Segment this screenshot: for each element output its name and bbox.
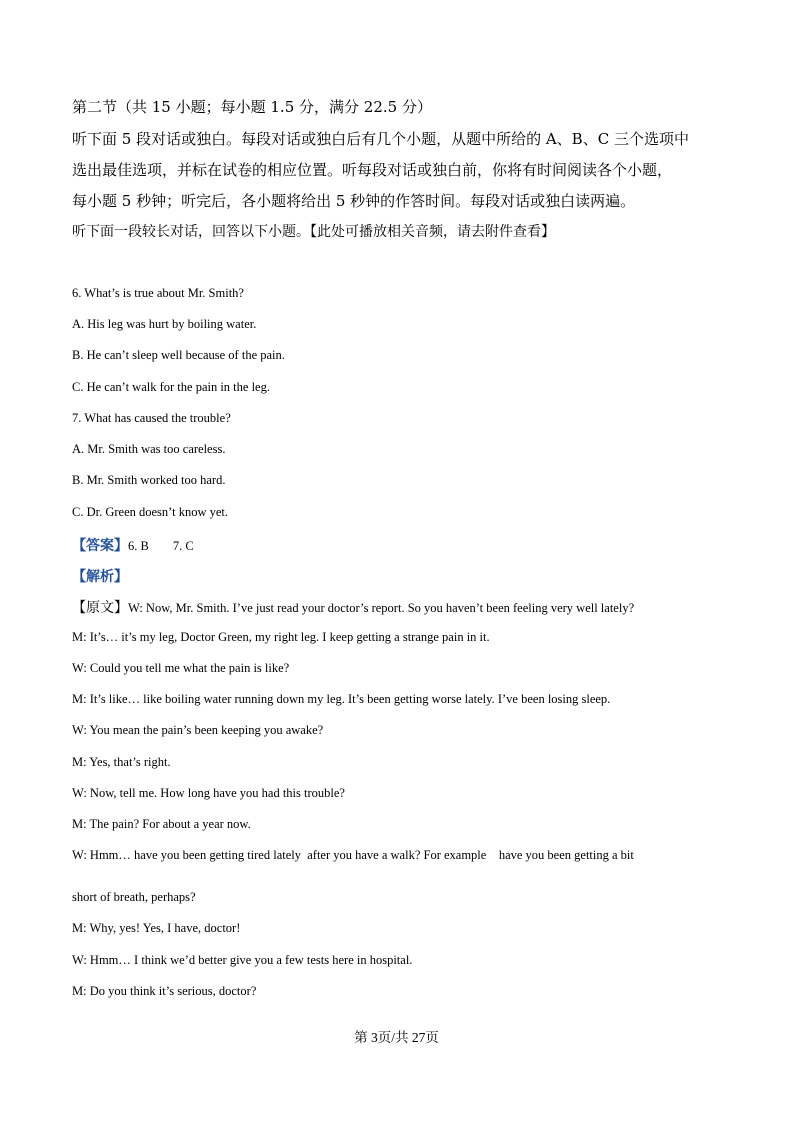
instruction-line-2: 选出最佳选项，并标在试卷的相应位置。听每段对话或独白前，你将有时间阅读各个小题，	[72, 161, 673, 179]
transcript-line: M: Do you think it’s serious, doctor?	[72, 984, 257, 998]
listening-prompt: 听下面一段较长对话，回答以下小题。【此处可播放相关音频，请去附件查看】	[72, 224, 555, 240]
answer-line	[72, 535, 194, 555]
transcript-line: M: Why, yes! Yes, I have, doctor!	[72, 921, 241, 935]
transcript-label: 【原文】	[72, 600, 128, 616]
transcript-line: W: Hmm… have you been getting tired lately after you have a walk? For example have you been getting a bit	[72, 848, 634, 862]
instruction-line-1: 听下面 5 段对话或独白。每段对话或独白后有几个小题，从题中所给的 A、B、C 三个选项中	[72, 130, 689, 148]
transcript-line: M: The pain? For about a year now.	[72, 817, 251, 831]
question-6-option-c: C. He can’t walk for the pain in the leg.	[72, 380, 270, 394]
page-footer: 第 3页/共 27页	[354, 1030, 439, 1045]
answer-label: 【答案】	[72, 538, 128, 554]
transcript-line-1	[72, 597, 634, 617]
transcript-text: W: Now, Mr. Smith. I’ve just read your doctor’s report. So you haven’t been feeling very well lately?	[128, 601, 635, 615]
question-7-stem: 7. What has caused the trouble?	[72, 411, 231, 425]
transcript-line: short of breath, perhaps?	[72, 890, 196, 904]
question-6-stem: 6. What’s is true about Mr. Smith?	[72, 286, 244, 300]
transcript-line: M: Yes, that’s right.	[72, 755, 171, 769]
question-7-option-b: B. Mr. Smith worked too hard.	[72, 473, 226, 487]
question-7-option-c: C. Dr. Green doesn’t know yet.	[72, 505, 228, 519]
transcript-line: M: It’s like… like boiling water running down my leg. It’s been getting worse lately. I’ve been losing sleep.	[72, 692, 611, 706]
answer-6: 6. B	[128, 539, 149, 553]
question-6-option-b: B. He can’t sleep well because of the pain.	[72, 348, 285, 362]
section-heading: 第二节（共 15 小题；每小题 1.5 分，满分 22.5 分）	[72, 98, 432, 116]
transcript-line: W: Now, tell me. How long have you had this trouble?	[72, 786, 345, 800]
instruction-line-3: 每小题 5 秒钟；听完后，各小题将给出 5 秒钟的作答时间。每段对话或独白读两遍。	[72, 192, 636, 210]
transcript-line: W: You mean the pain’s been keeping you awake?	[72, 723, 324, 737]
question-6-option-a: A. His leg was hurt by boiling water.	[72, 317, 257, 331]
transcript-line: W: Could you tell me what the pain is like?	[72, 661, 290, 675]
transcript-line: M: It’s… it’s my leg, Doctor Green, my right leg. I keep getting a strange pain in it.	[72, 630, 490, 644]
answer-7: 7. C	[172, 539, 194, 553]
transcript-line: W: Hmm… I think we’d better give you a few tests here in hospital.	[72, 953, 413, 967]
question-7-option-a: A. Mr. Smith was too careless.	[72, 442, 226, 456]
analysis-label: 【解析】	[72, 569, 128, 585]
